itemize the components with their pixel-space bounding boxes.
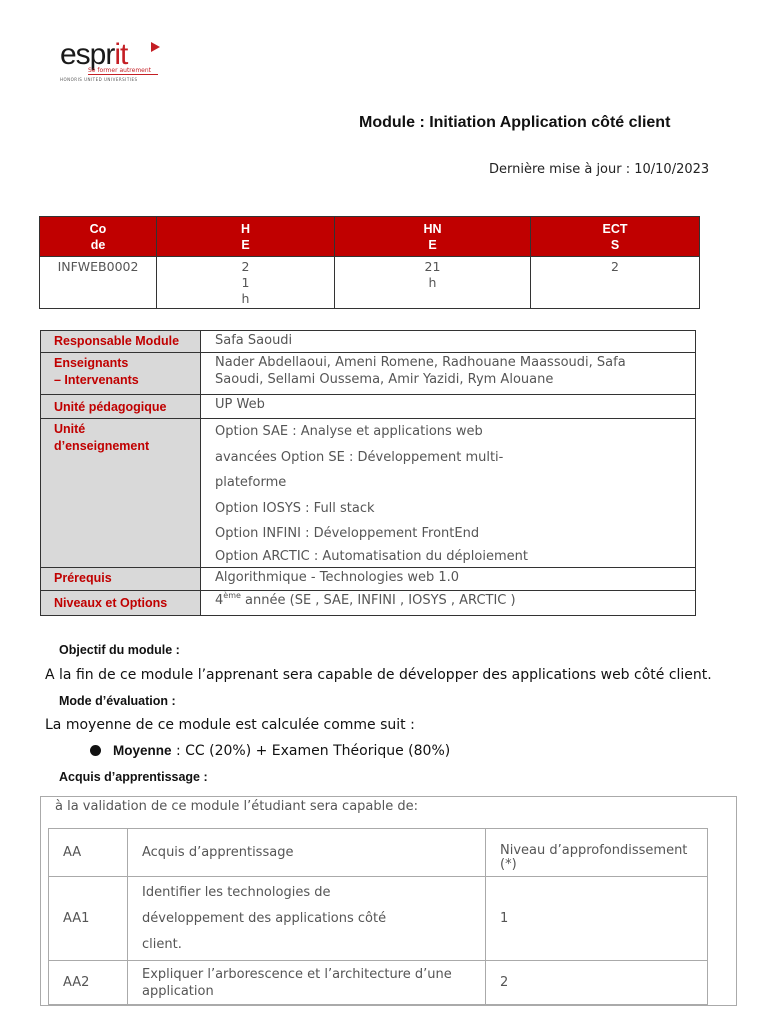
header-code: Co de xyxy=(40,217,157,257)
acquis-row-text: Expliquer l’arborescence et l’architecture d’une application xyxy=(128,961,486,1005)
evaluation-heading: Mode d’évaluation : xyxy=(59,694,176,708)
last-update: Dernière mise à jour : 10/10/2023 xyxy=(489,162,710,177)
code-table xyxy=(39,216,700,309)
value-niveaux: 4ème année (SE , SAE, INFINI , IOSYS , ARCTIC ) xyxy=(201,590,696,615)
header-hne: HN E xyxy=(335,217,531,257)
module-info-table xyxy=(40,330,696,616)
row-niveaux xyxy=(41,590,696,615)
row-unite-enseignement xyxy=(41,419,696,568)
logo-wordmark: esprit xyxy=(60,38,128,71)
acquis-row-niveau: 1 xyxy=(486,877,708,961)
logo-flag-icon xyxy=(151,42,160,52)
evaluation-text: La moyenne de ce module est calculée comme suit : xyxy=(45,717,415,733)
acquis-table xyxy=(48,828,708,1005)
logo-underline xyxy=(88,74,158,75)
value-enseignants: Nader Abdellaoui, Ameni Romene, Radhouane Maassoudi, Safa Saoudi, Sellami Oussema, Amir Yazidi, Rym Alouane xyxy=(201,353,696,395)
acquis-row-text: Identifier les technologies de développement des applications côté client. xyxy=(128,877,486,961)
cell-code: INFWEB0002 xyxy=(40,257,157,309)
acquis-row-niveau: 2 xyxy=(486,961,708,1005)
value-unite-enseignement: Option SAE : Analyse et applications web avancées Option SE : Développement multi- plateforme Option IOSYS : Full stack Option INFINI : Développement FrontEnd Option ARCTIC : Automatisation du déploiement xyxy=(201,419,696,568)
logo-tagline: Se former autrement xyxy=(88,67,152,74)
header-acquis: Acquis d’apprentissage xyxy=(128,829,486,877)
acquis-row xyxy=(49,877,708,961)
row-prerequis xyxy=(41,567,696,590)
objectif-heading: Objectif du module : xyxy=(59,643,180,657)
label-responsable: Responsable Module xyxy=(41,331,201,353)
acquis-row-aa: AA2 xyxy=(49,961,128,1005)
esprit-logo xyxy=(58,40,168,84)
cell-hne: 21 h xyxy=(335,257,531,309)
value-responsable: Safa Saoudi xyxy=(201,331,696,353)
acquis-box xyxy=(40,796,737,1006)
objectif-text: A la fin de ce module l’apprenant sera capable de développer des applications web côté client. xyxy=(45,667,712,683)
acquis-intro: à la validation de ce module l’étudiant sera capable de: xyxy=(55,799,419,814)
value-unite-pedagogique: UP Web xyxy=(201,395,696,419)
acquis-row-aa: AA1 xyxy=(49,877,128,961)
acquis-table-header xyxy=(49,829,708,877)
row-unite-pedagogique xyxy=(41,395,696,419)
code-table-row xyxy=(40,257,700,309)
cell-ects: 2 xyxy=(531,257,700,309)
row-enseignants xyxy=(41,353,696,395)
cell-he: 2 1 h xyxy=(157,257,335,309)
value-prerequis: Algorithmique - Technologies web 1.0 xyxy=(201,567,696,590)
logo-affiliation: HONORIS UNITED UNIVERSITIES xyxy=(60,77,138,82)
label-prerequis: Prérequis xyxy=(41,567,201,590)
label-unite-enseignement: Unité d’enseignement xyxy=(41,419,201,568)
evaluation-formula: Moyenne : CC (20%) + Examen Théorique (80%) xyxy=(113,743,451,759)
label-niveaux: Niveaux et Options xyxy=(41,590,201,615)
acquis-heading: Acquis d’apprentissage : xyxy=(59,770,208,784)
row-responsable xyxy=(41,331,696,353)
code-table-header xyxy=(40,217,700,257)
bullet-icon xyxy=(90,745,101,756)
header-he: H E xyxy=(157,217,335,257)
header-niveau: Niveau d’approfondissement (*) xyxy=(486,829,708,877)
label-unite-pedagogique: Unité pédagogique xyxy=(41,395,201,419)
header-ects: ECT S xyxy=(531,217,700,257)
label-enseignants: Enseignants – Intervenants xyxy=(41,353,201,395)
module-title: Module : Initiation Application côté client xyxy=(359,114,671,131)
header-aa: AA xyxy=(49,829,128,877)
acquis-row xyxy=(49,961,708,1005)
